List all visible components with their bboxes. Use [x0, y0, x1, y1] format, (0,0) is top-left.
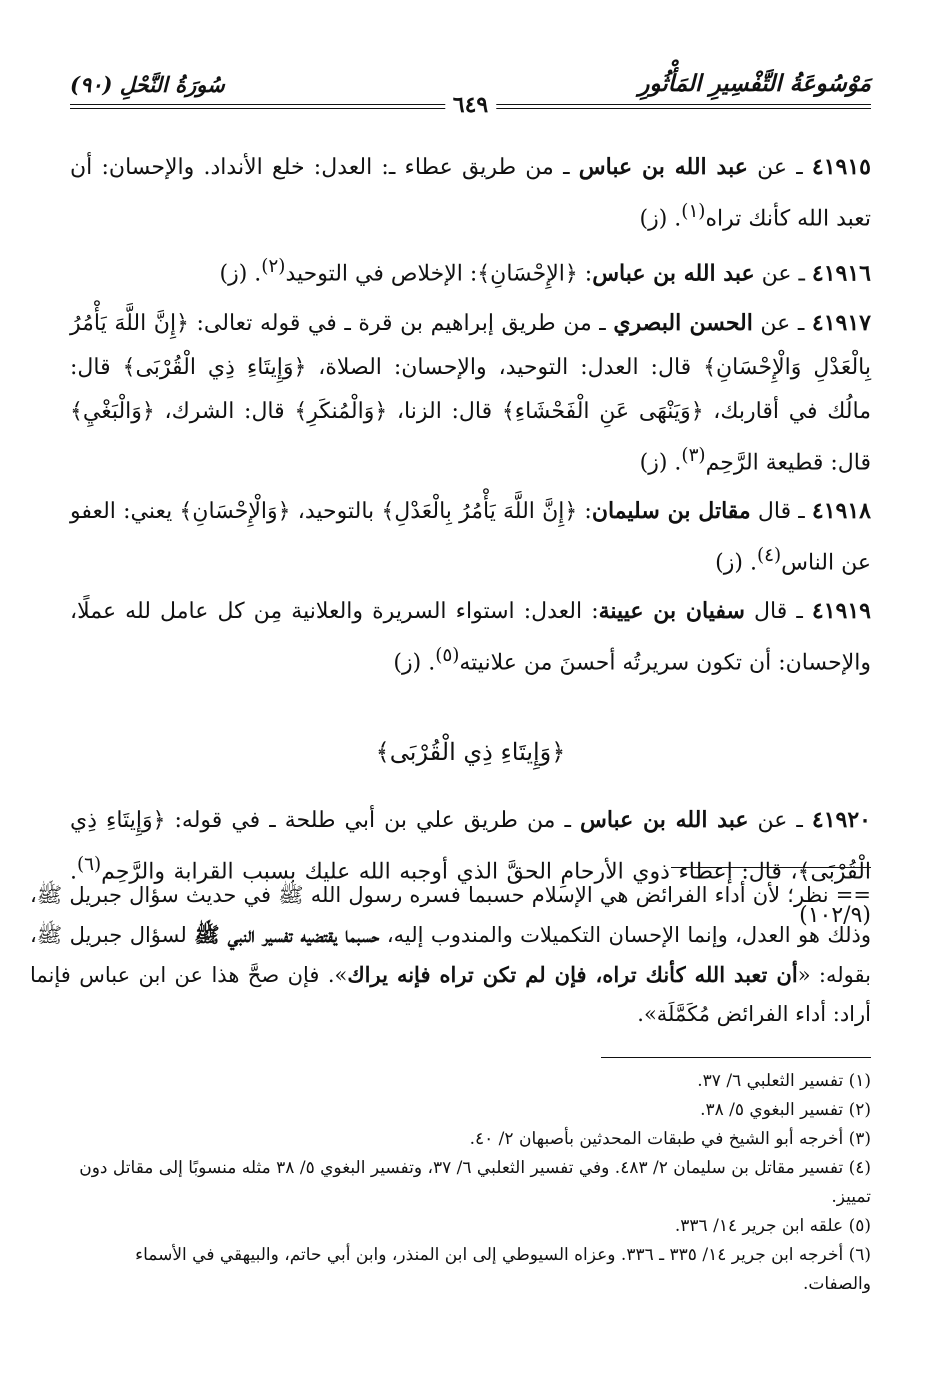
footnote-separator [601, 1057, 871, 1058]
footnote-ref: (٣) [681, 444, 706, 466]
entry-41917 [70, 301, 871, 485]
footnote-ref: (٤) [756, 544, 782, 566]
footnote-ref: (١) [681, 201, 706, 222]
footnote-4: (٤) تفسير مقاتل بن سليمان ٢/ ٤٨٣. وفي تفسير الثعلبي ٦/ ٣٧، وتفسير البغوي ٥/ ٣٨ مثله منسوبًا إلى مقاتل دون تمييز. [79, 1158, 871, 1207]
note-bold: أن تعبد الله كأنك تراه، فإن لم تكن تراه فإنه يراك [347, 962, 798, 987]
footnote-ref: (٦) [77, 853, 102, 875]
entry-number: ٤١٩١٧ [811, 309, 871, 336]
entry-41916 [70, 245, 871, 296]
entry-number: ٤١٩١٥ [811, 154, 871, 180]
entry-text: : ﴿إِنَّ اللَّهَ يَأْمُرُ بِالْعَدْلِ﴾ بالتوحيد، ﴿وَالْإِحْسَانِ﴾ يعني: العفو عن الناس [70, 498, 871, 576]
narrator-name: عبد الله بن عباس [578, 154, 748, 180]
note-text: ». فإن صحَّ هذا عن ابن عباس فإنما أراد: أداء الفرائض مُكَمَّلَة». [30, 963, 871, 1026]
entry-dash: ـ عن [747, 155, 812, 180]
footnote-3: (٣) أخرجه أبو الشيخ في طبقات المحدثين بأصبهان ٢/ ٤٠. [469, 1129, 871, 1149]
main-text [70, 145, 871, 942]
entry-number: ٤١٩١٦ [811, 260, 871, 287]
footnote-1: (١) تفسير الثعلبي ٦/ ٣٧. [697, 1071, 871, 1091]
entry-dash: ـ قال [744, 599, 812, 625]
continued-note [30, 876, 871, 1034]
entry-number: ٤١٩٢٠ [811, 806, 871, 833]
page-number: ٦٤٩ [445, 92, 496, 118]
entry-end: . (ز) [393, 650, 436, 676]
note-text: == نظر؛ لأن أداء الفرائض هي الإسلام حسبما فسره رسول الله ﷺ في حديث سؤال جبريل ﷺ، وذلك هو العدل، وإنما الإحسان التكميلات والمندوب إليه، [30, 883, 871, 947]
entry-dash: ـ عن [754, 261, 812, 287]
entry-text: ـ من طريق عطاء ـ: العدل: خلع الأنداد. والإحسان: أن تعبد الله كأنك تراه [70, 155, 871, 232]
narrator-name: سفيان بن عيينة [598, 598, 745, 625]
narrator-name: عبد الله بن عباس [579, 806, 749, 833]
note-separator [671, 867, 871, 868]
footnote-6: (٦) أخرجه ابن جرير ١٤/ ٣٣٥ ـ ٣٣٦. وعزاه السيوطي إلى ابن المنذر، وابن أبي حاتم، والبيهقي في الأسماء والصفات. [135, 1245, 871, 1294]
entry-end: . (ز) [715, 550, 757, 576]
entry-end: . (ز) [219, 261, 262, 287]
footnote-2: (٢) تفسير البغوي ٥/ ٣٨. [700, 1100, 871, 1120]
note-bold: حسبما يقتضيه تفسير النبي ﷺ [194, 922, 380, 947]
section-heading: ﴿وَإِيتَاءِ ذِي الْقُرْبَى﴾ [375, 737, 566, 766]
entry-end: . (ز) [639, 449, 682, 475]
entry-41918 [70, 489, 871, 585]
narrator-name: مقاتل بن سليمان [591, 497, 751, 524]
entry-text: : ﴿الإِحْسَانِ﴾: الإخلاص في التوحيد [285, 261, 593, 287]
entry-text: : العدل: استواء السريرة والعلانية مِن كل عامل لله عملًا، والإحسان: أن تكون سريرتُه أحسنَ من علانيته [70, 599, 871, 676]
narrator-name: عبد الله بن عباس [592, 260, 755, 287]
entry-41915 [70, 145, 871, 241]
note-text: لسؤال جبريل ﷺ، بقوله: « [30, 923, 871, 987]
entry-text: ـ من طريق علي بن أبي طلحة ـ في قوله: ﴿وَإِيتَاءِ ذِي الْقُرْبَى﴾، قال: إعطاء ذوي الأرحامِ الحقَّ الذي أوجبه الله عليك بسبب القرابة والرَّحِم [70, 807, 871, 884]
entry-end: . (ز) [639, 206, 682, 232]
book-title: مَوْسُوعَةُ التَّفْسِيرِ المَأْثُورِ [638, 70, 871, 97]
entry-dash: ـ قال [750, 498, 812, 524]
footnote-ref: (٥) [435, 645, 460, 667]
entry-dash: ـ عن [748, 807, 812, 833]
entry-text: ـ من طريق إبراهيم بن قرة ـ في قوله تعالى: ﴿إِنَّ اللَّهَ يَأْمُرُ بِالْعَدْلِ وَالْإِحْسَانِ﴾ قال: العدل: التوحيد، والإحسان: الصلاة، ﴿وَإِيتَاءِ ذِي الْقُرْبَى﴾ قال: مالُك في أقاربك، ﴿وَيَنْهَى عَنِ الْفَحْشَاءِ﴾ قال: الزنا، ﴿وَالْمُنكَرِ﴾ قال: الشرك، ﴿وَالْبَغْيِ﴾ قال: قطيعة الرَّحِم [70, 310, 871, 475]
entry-dash: ـ عن [752, 310, 812, 336]
entry-number: ٤١٩١٨ [811, 497, 871, 524]
footnote-ref: (٢) [261, 256, 286, 278]
footnote-5: (٥) علقه ابن جرير ١٤/ ٣٣٦. [674, 1216, 871, 1236]
surah-label: سُورَةُ النَّحْلِ (٩٠) [70, 72, 225, 97]
entry-number: ٤١٩١٩ [811, 598, 871, 625]
entry-41919 [70, 589, 871, 685]
narrator-name: الحسن البصري [613, 309, 753, 336]
footnotes [70, 1067, 871, 1299]
entry-end: . (١٠٢/٩) [70, 858, 871, 928]
